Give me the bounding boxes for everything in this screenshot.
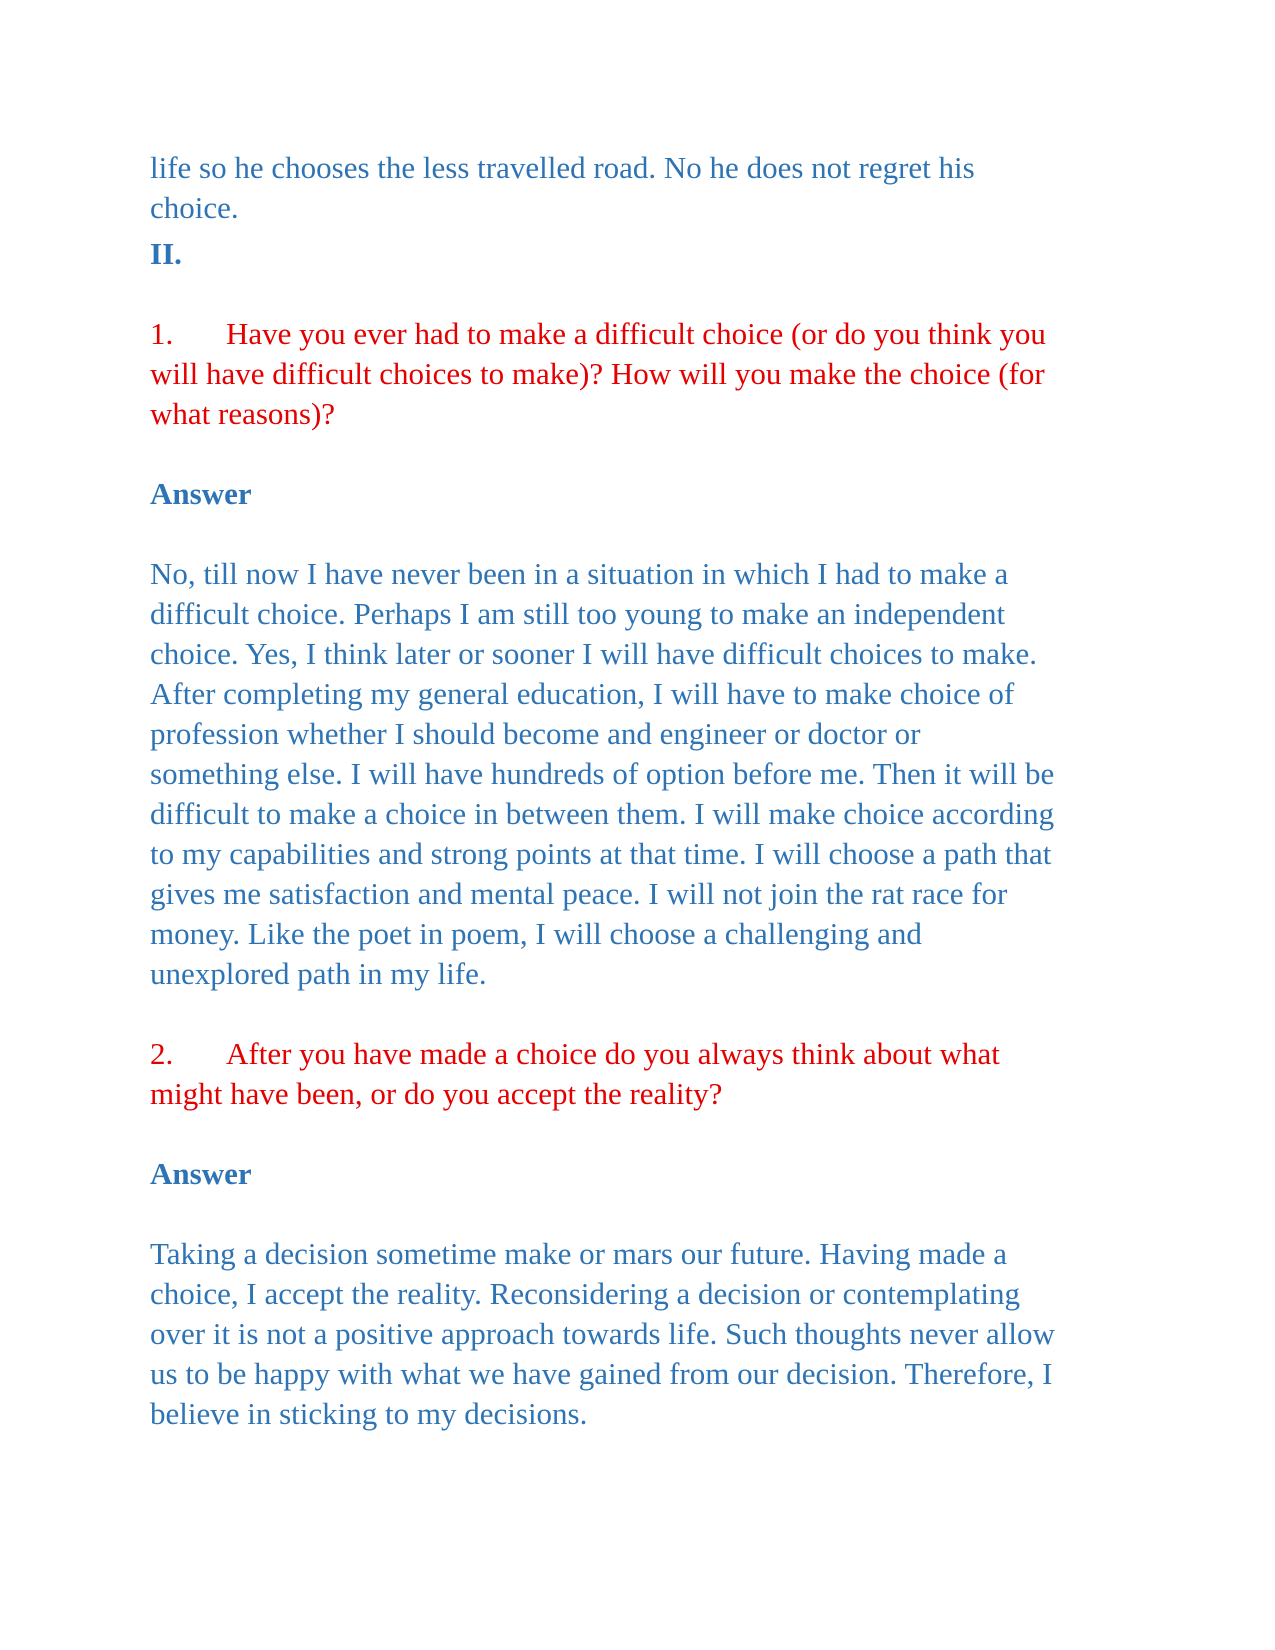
answer-line: believe in sticking to my decisions. <box>150 1396 588 1431</box>
answer-line: money. Like the poet in poem, I will choose a challenging and <box>150 916 922 951</box>
answer-1-paragraph <box>150 554 1125 994</box>
answer-line: Taking a decision sometime make or mars our future. Having made a <box>150 1236 1007 1271</box>
answer-line: No, till now I have never been in a situation in which I had to make a <box>150 556 1009 591</box>
answer-label: Answer <box>150 1156 252 1191</box>
answer-line: to my capabilities and strong points at that time. I will choose a path that <box>150 836 1052 871</box>
section-heading: II. <box>150 236 182 271</box>
question-line <box>150 1034 1125 1074</box>
answer-2-paragraph <box>150 1234 1125 1434</box>
document-page <box>150 148 1125 1434</box>
answer-line: difficult choice. Perhaps I am still too young to make an independent <box>150 596 1006 631</box>
question-number: 1. <box>150 316 174 351</box>
question-number: 2. <box>150 1036 174 1071</box>
question-text: After you have made a choice do you always think about what <box>226 1036 1000 1071</box>
answer-line: us to be happy with what we have gained from our decision. Therefore, I <box>150 1356 1053 1391</box>
question-line: will have difficult choices to make)? How will you make the choice (for <box>150 356 1045 391</box>
question-line <box>150 314 1125 354</box>
answer-line: profession whether I should become and engineer or doctor or <box>150 716 921 751</box>
answer-line: difficult to make a choice in between them. I will make choice according <box>150 796 1055 831</box>
answer-line: over it is not a positive approach towards life. Such thoughts never allow <box>150 1316 1055 1351</box>
answer-line: choice, I accept the reality. Reconsidering a decision or contemplating <box>150 1276 1020 1311</box>
question-2 <box>150 1034 1125 1114</box>
answer-label: Answer <box>150 476 252 511</box>
answer-line: unexplored path in my life. <box>150 956 487 991</box>
answer-line: something else. I will have hundreds of option before me. Then it will be <box>150 756 1055 791</box>
text-line: choice. <box>150 190 239 225</box>
continuation-paragraph <box>150 148 1125 228</box>
question-line: what reasons)? <box>150 396 336 431</box>
answer-line: After completing my general education, I will have to make choice of <box>150 676 1015 711</box>
answer-line: gives me satisfaction and mental peace. I will not join the rat race for <box>150 876 1008 911</box>
answer-line: choice. Yes, I think later or sooner I will have difficult choices to make. <box>150 636 1037 671</box>
question-line: might have been, or do you accept the reality? <box>150 1076 723 1111</box>
text-line: life so he chooses the less travelled road. No he does not regret his <box>150 150 975 185</box>
question-1 <box>150 314 1125 434</box>
question-text: Have you ever had to make a difficult choice (or do you think you <box>226 316 1046 351</box>
